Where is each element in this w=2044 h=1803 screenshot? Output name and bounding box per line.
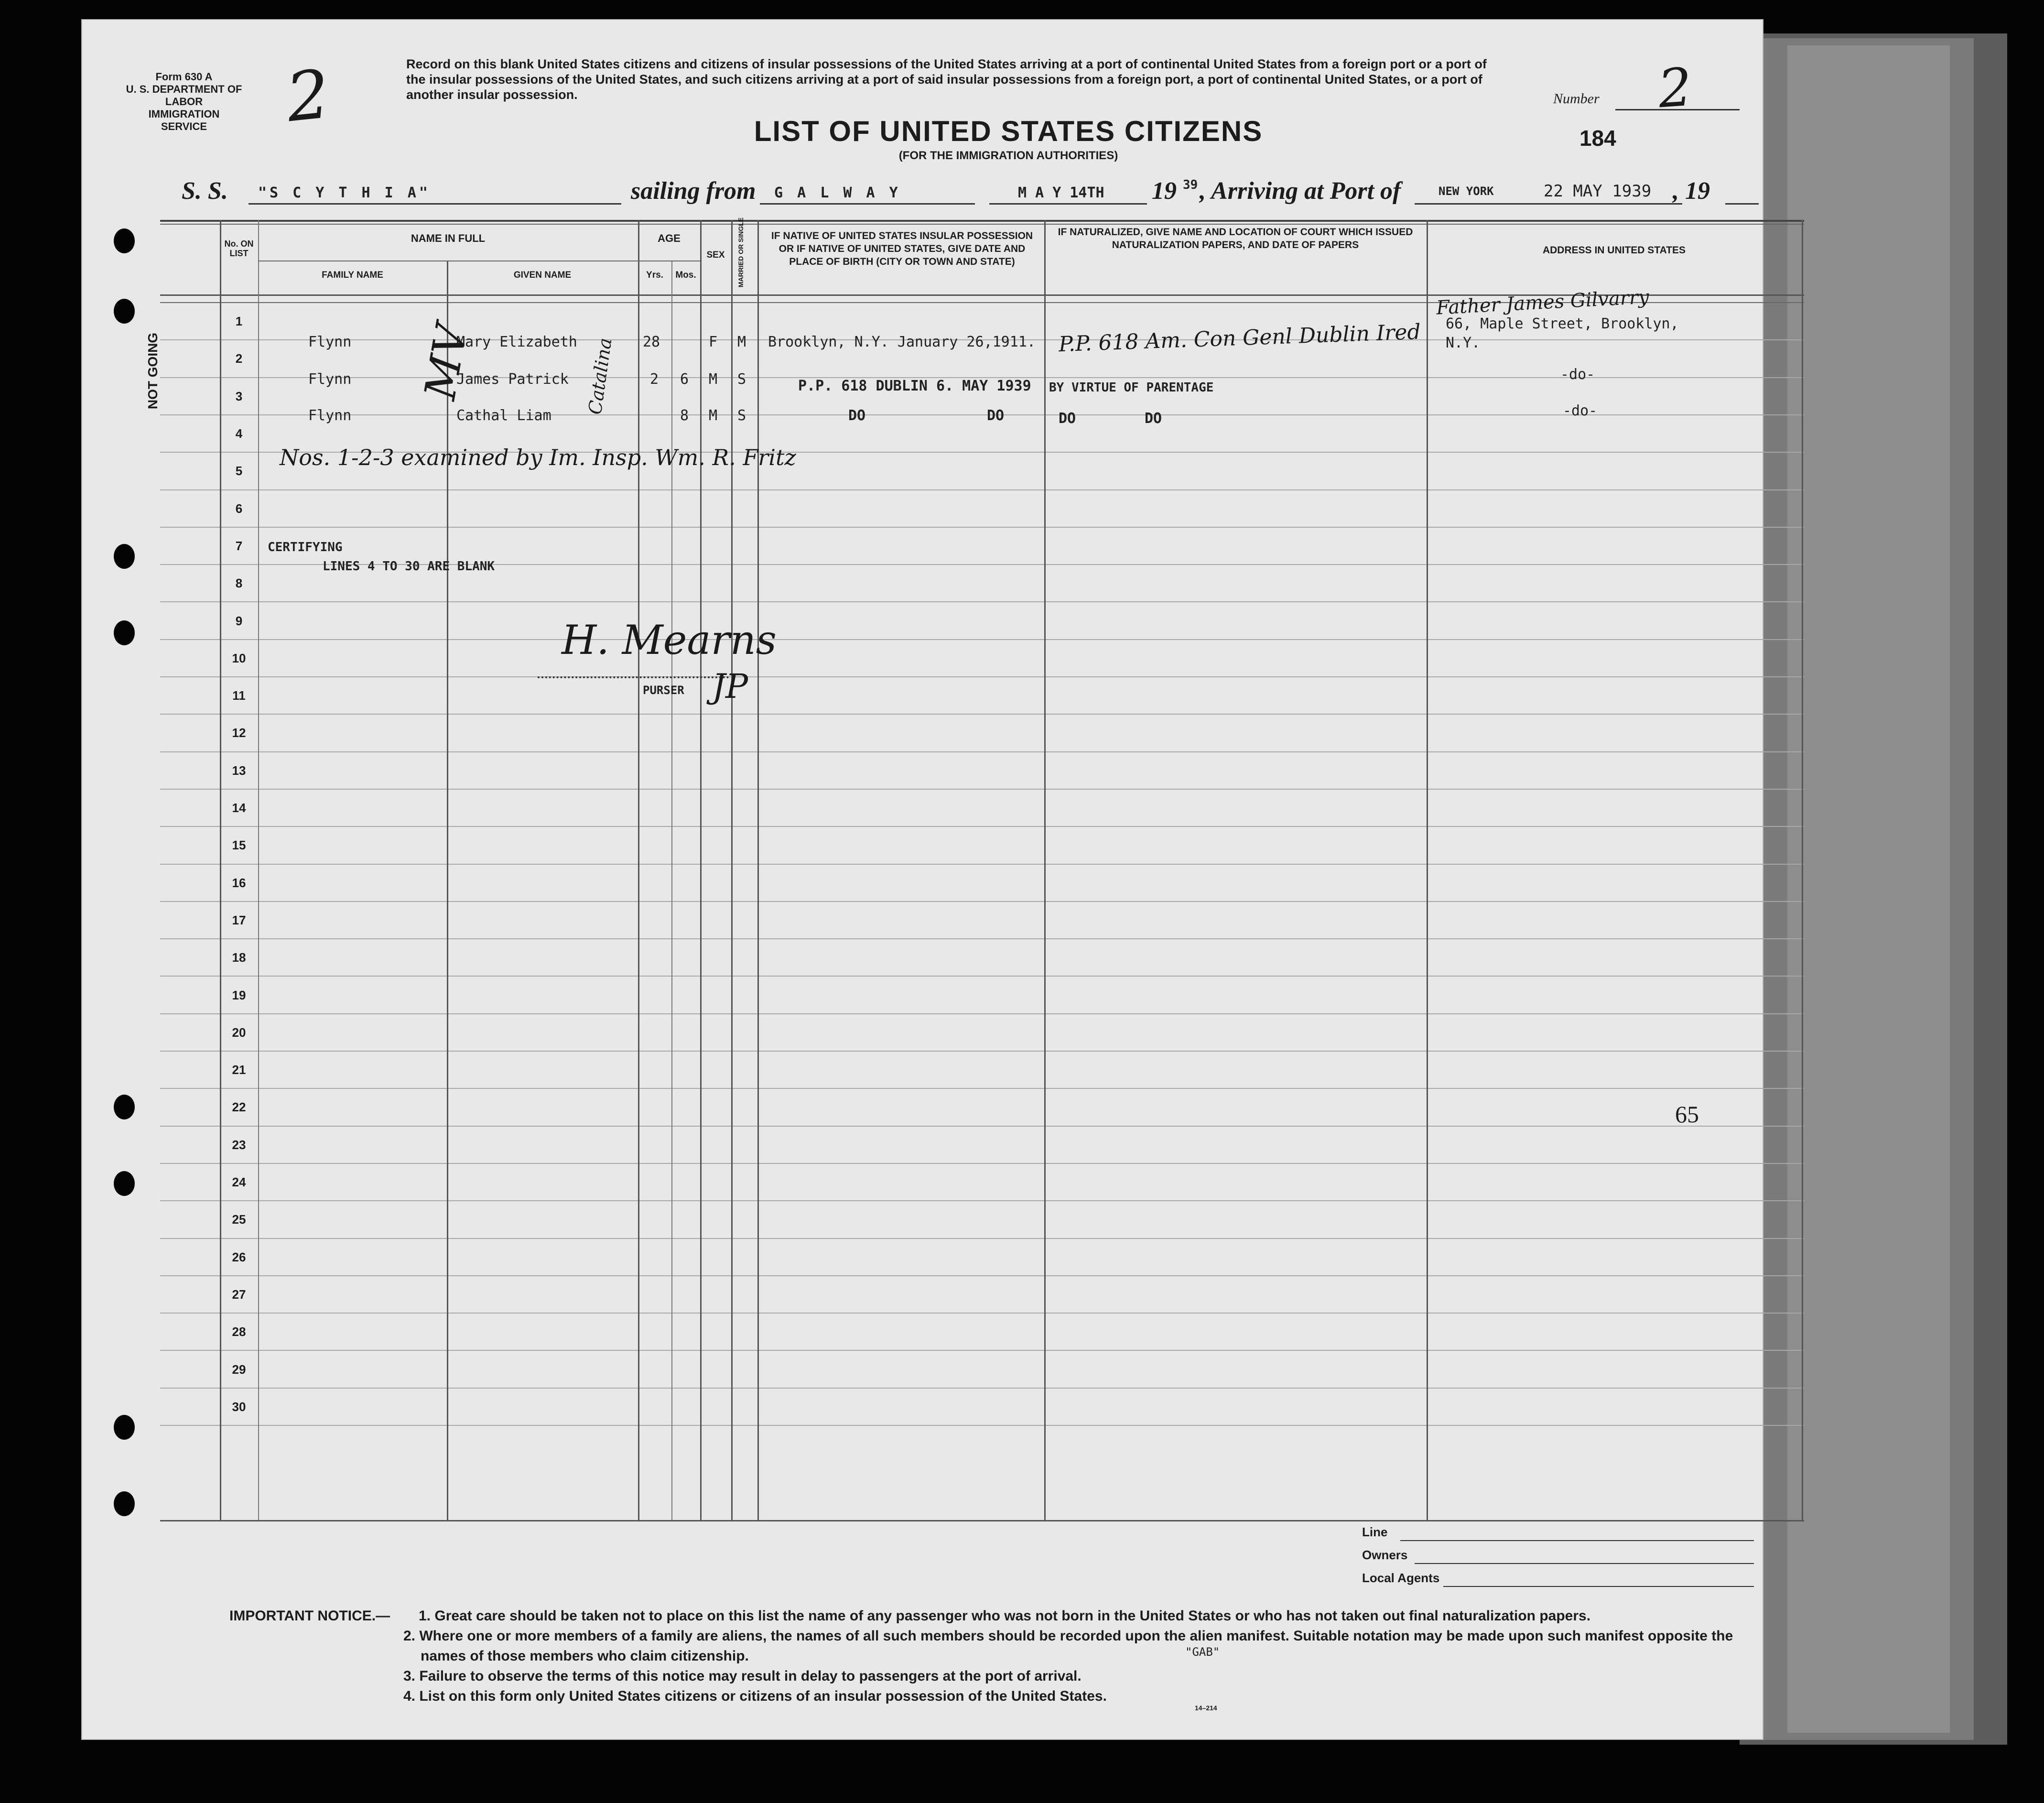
birth-date-do-3: DO	[987, 407, 1005, 424]
binding-hole	[114, 299, 135, 324]
arrival-date-stamp: 22 MAY 1939	[1544, 182, 1652, 201]
binding-hole	[114, 228, 135, 253]
sailing-date: M A Y 14TH	[1018, 185, 1104, 201]
ship-name: "S C Y T H I A"	[258, 185, 431, 201]
notice-item: 4. List on this form only United States citizens or citizens of an insular possession of the United States.	[403, 1688, 1107, 1704]
gab-mark: "GAB"	[1185, 1645, 1220, 1659]
given-name-2: James Patrick	[456, 371, 569, 388]
row-number: 27	[232, 1287, 246, 1302]
age-months-3: 8	[680, 407, 689, 424]
form-number: Form 630 A	[155, 71, 213, 83]
address-1: 66, Maple Street, Brooklyn, N.Y.	[1446, 315, 1679, 351]
service-name: IMMIGRATION SERVICE	[148, 108, 220, 132]
family-name-3: Flynn	[308, 407, 352, 424]
binding-hole	[114, 1171, 135, 1196]
header-age: AGE	[658, 232, 681, 244]
naturalization-note-1: P.P. 618 Am. Con Genl Dublin Ired	[1058, 319, 1421, 357]
handwritten-cancel-note: Catalina	[584, 337, 616, 416]
row-number: 30	[232, 1399, 246, 1414]
address-2: -do-	[1560, 366, 1595, 383]
row-number: 1	[235, 314, 243, 329]
row-number: 5	[235, 464, 243, 478]
binding-hole	[114, 1491, 135, 1516]
binding-hole	[114, 544, 135, 569]
marital-status-1: M	[737, 334, 746, 350]
local-agents-label: Local Agents	[1362, 1571, 1440, 1585]
header-married-or-single: MARRIED OR SINGLE	[737, 217, 745, 288]
address-3: -do-	[1563, 402, 1598, 419]
page-number: 184	[1579, 126, 1616, 151]
header-sex: SEX	[706, 250, 725, 260]
row-number: 3	[235, 389, 243, 403]
header-address: ADDRESS IN UNITED STATES	[1542, 245, 1686, 256]
row-number: 26	[232, 1249, 246, 1264]
family-name-2: Flynn	[308, 371, 352, 388]
birth-info-2: P.P. 618 DUBLIN 6. MAY 1939	[798, 378, 1031, 394]
header-years: Yrs.	[646, 270, 663, 280]
notice-item: 3. Failure to observe the terms of this notice may result in delay to passengers at the port of arrival.	[403, 1668, 1081, 1684]
header-months: Mos.	[675, 270, 696, 280]
row-number: 12	[232, 726, 246, 740]
header-name-in-full: NAME IN FULL	[411, 232, 486, 244]
age-years-1: 28	[643, 334, 660, 350]
row-number: 21	[232, 1063, 246, 1077]
port-of-departure: G A L W A Y	[774, 185, 901, 201]
margin-stamp-number: 65	[1675, 1101, 1699, 1128]
family-name-1: Flynn	[308, 334, 352, 350]
header-family-name: FAMILY NAME	[322, 270, 383, 280]
row-number: 22	[232, 1100, 246, 1115]
row-number: 10	[232, 651, 246, 665]
row-number: 7	[235, 538, 243, 553]
sex-1: F	[709, 334, 718, 350]
notice-item: 2. Where one or more members of a family are aliens, the names of all such members should be recorded upon the alien manifest. Suitable notation may be made upon such manifest opposite the names of those members who claim citizenship.	[403, 1628, 1733, 1664]
page-subtitle: (FOR THE IMMIGRATION AUTHORITIES)	[898, 149, 1118, 162]
row-number: 8	[235, 576, 243, 591]
blank-lines-note: LINES 4 TO 30 ARE BLANK	[323, 559, 495, 574]
row-number: 2	[235, 351, 243, 366]
row-number: 9	[235, 613, 243, 628]
page-stack-edge	[1787, 45, 1950, 1733]
arriving-label: , Arriving at Port of	[1200, 177, 1401, 205]
handwritten-initials: MV	[415, 320, 477, 404]
not-going-note: NOT GOING	[145, 332, 161, 410]
row-number: 14	[232, 801, 246, 815]
row-number: 25	[232, 1212, 246, 1227]
header-given-name: GIVEN NAME	[513, 270, 572, 280]
row-number: 16	[232, 875, 246, 890]
birth-do-3: DO	[848, 407, 866, 424]
row-number: 17	[232, 912, 246, 927]
certifying-label: CERTIFYING	[268, 540, 343, 554]
binding-hole	[114, 1415, 135, 1440]
row-number: 28	[232, 1325, 246, 1339]
naturalization-do-3: DO	[1059, 410, 1076, 427]
important-notice	[229, 1606, 1768, 1706]
row-number: 18	[232, 950, 246, 965]
purser-signature: H. Mearns	[562, 617, 777, 663]
given-name-1: Mary Elizabeth	[456, 334, 577, 350]
naturalization-do2-3: DO	[1145, 410, 1162, 427]
owners-label: Owners	[1362, 1548, 1408, 1562]
examination-note: Nos. 1-2-3 examined by Im. Insp. Wm. R. Fritz	[280, 445, 796, 470]
row-number: 20	[232, 1025, 246, 1040]
birth-info-1: Brooklyn, N.Y. January 26,1911.	[768, 334, 1036, 350]
age-months-2: 6	[680, 371, 689, 388]
row-number: 15	[232, 838, 246, 853]
binding-hole	[114, 620, 135, 645]
department-name: U. S. DEPARTMENT OF LABOR	[126, 83, 242, 108]
notice-heading: IMPORTANT NOTICE.—	[229, 1608, 390, 1624]
port-of-arrival: NEW YORK	[1438, 185, 1494, 198]
header-naturalization: IF NATURALIZED, GIVE NAME AND LOCATION OF COURT WHICH ISSUED NATURALIZATION PAPERS, AND DATE OF PAPERS	[1058, 227, 1413, 250]
marital-status-2: S	[737, 371, 746, 388]
handwritten-corner-number: 2	[282, 55, 334, 138]
row-number: 24	[232, 1175, 246, 1190]
form-instructions: Record on this blank United States citizens and citizens of insular possessions of the United States arriving at a port of continental United States from a foreign port or a port of the insular possessions of the United States, and such citizens arriving at a port of said insular possessions from a foreign port, a port of continental United States, or a port of another insular possession.	[406, 57, 1487, 102]
header-no-on-list: No. ON LIST	[224, 239, 254, 258]
row-number: 6	[235, 501, 243, 516]
row-number: 23	[232, 1137, 246, 1152]
given-name-3: Cathal Liam	[456, 407, 552, 424]
row-number: 11	[232, 688, 246, 703]
ss-label: S. S.	[182, 177, 228, 205]
year-suffix: 39	[1183, 178, 1198, 192]
binding-hole	[114, 1095, 135, 1119]
sailing-from-label: sailing from	[631, 177, 756, 205]
row-number: 4	[235, 426, 243, 441]
line-label: Line	[1362, 1525, 1388, 1539]
manifest-page	[81, 19, 1763, 1740]
naturalization-2: BY VIRTUE OF PARENTAGE	[1049, 380, 1214, 395]
form-identifier	[124, 71, 244, 133]
purser-label: PURSER	[643, 684, 684, 697]
marital-status-3: S	[737, 407, 746, 424]
row-number: 13	[232, 763, 246, 778]
sex-2: M	[709, 371, 718, 388]
address-note-1: Father James Gilvarry	[1436, 286, 1650, 319]
number-value: 2	[1656, 56, 1694, 120]
header-place-of-birth: IF NATIVE OF UNITED STATES INSULAR POSSESSION OR IF NATIVE OF UNITED STATES, GIVE DATE AND PLACE OF BIRTH (CITY OR TOWN AND STATE)	[771, 230, 1033, 267]
number-label: Number	[1553, 91, 1600, 107]
form-code: 14–214	[1195, 1704, 1217, 1712]
notice-item: 1. Great care should be taken not to place on this list the name of any passenger who was not born in the United States or who has not taken out final naturalization papers.	[419, 1608, 1591, 1624]
passenger-table	[145, 217, 1804, 1520]
row-number: 19	[232, 988, 246, 1002]
sex-3: M	[709, 407, 718, 424]
page-title: LIST OF UNITED STATES CITIZENS	[754, 115, 1263, 147]
age-years-2: 2	[650, 371, 659, 388]
year-prefix: 19	[1152, 177, 1177, 205]
arrival-year-prefix: , 19	[1673, 177, 1710, 205]
purser-initials: JP	[712, 667, 748, 706]
row-number: 29	[232, 1362, 246, 1377]
